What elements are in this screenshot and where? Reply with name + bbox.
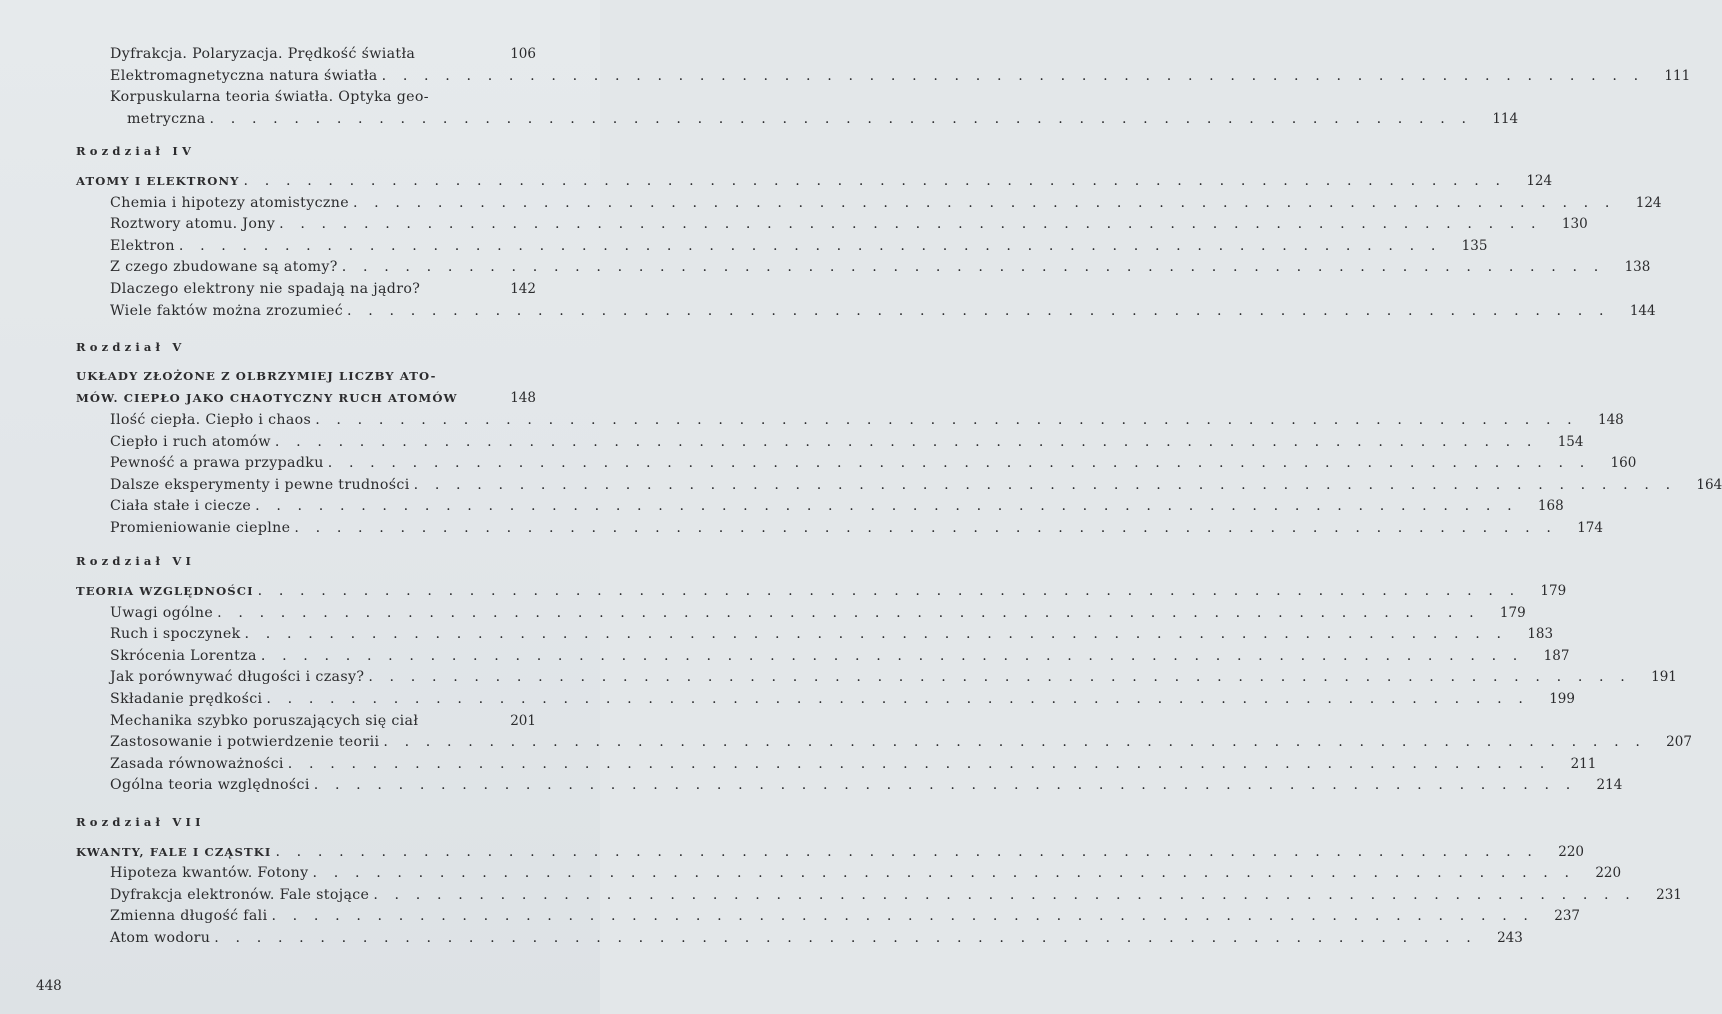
toc-entry-text: Ciała stałe i ciecze [110,498,252,515]
page-ref: 144 [1629,302,1656,319]
toc-entry-text: Atom wodoru [110,929,211,946]
page-ref: 187 [1543,647,1570,664]
toc-entry-text: Roztwory atomu. Jony [110,216,276,233]
toc-entry [76,455,1637,477]
toc-entry [76,89,536,111]
toc-entry [76,411,1624,434]
dot-leader: . . . . . . . . . . . . . . . . . . . . . . . . . . . . . . . . . . . . . . . . . . . . . . . . . . . . . . . . . . . . [275,843,1539,860]
dot-leader: . . . . . . . . . . . . . . . . . . . . . . . . . . . . . . . . . . . . . . . . . . . . . . . . . . . . . . . . . . . . [178,237,1442,254]
toc-entry [76,194,1662,217]
toc-entry [76,433,1584,456]
dot-leader: . . . . . . . . . . . . . . . . . . . . . . . . . . . . . . . . . . . . . . . . . . . . . . . . . . . . . . . . . . . . [313,777,1577,794]
toc-entry-text: Dlaczego elektrony nie spadają na jądro? [110,280,421,297]
page-ref: 237 [1554,908,1581,925]
toc-entry-text: Zasada równoważności [110,755,284,772]
toc-entry [76,713,536,735]
toc-entry-text: Z czego zbudowane są atomy? [110,259,338,276]
page-ref: 214 [1596,777,1623,794]
page-ref: 174 [1577,519,1603,536]
page-ref: 148 [1598,411,1624,428]
dot-leader: . . . . . . . . . . . . . . . . . . . . . . . . . . . . . . . . . . . . . . . . . . . . . . . . . . . . . . . . . . . . [381,67,1645,84]
toc-entry-text: Zastosowanie i potwierdzenie teorii [110,734,380,751]
toc-entry-text: Hipoteza kwantów. Fotony [110,865,309,882]
toc-entry-text: Elektromagnetyczna natura światła [110,67,378,84]
toc-entry-text: Skrócenia Lorentza [110,647,257,664]
table-of-contents [76,46,1722,952]
toc-entry-text: Dyfrakcja. Polaryzacja. Prędkość światła [110,46,416,62]
toc-entry [76,302,1656,325]
chapter-label: Rozdział IV [76,144,196,159]
dot-leader: . . . . . . . . . . . . . . . . . . . . . . . . . . . . . . . . . . . . . . . . . . . . . . . . . . . . . . . . . . . . [274,433,1538,450]
dot-leader: . . . . . . . . . . . . . . . . . . . . . . . . . . . . . . . . . . . . . . . . . . . . . . . . . . . . . . . . . . . . [209,110,1473,127]
toc-entry-text: Korpuskularna teoria światła. Optyka geo- [110,89,429,106]
toc-entry-continuation-text: metryczna [127,110,206,127]
dot-leader: . . . . . . . . . . . . . . . . . . . . . . . . . . . . . . . . . . . . . . . . . . . . . . . . . . . . . . . . . . . . [368,669,1631,686]
dot-leader: . . . . . . . . . . . . . . . . . . . . . . . . . . . . . . . . . . . . . . . . . . . . . . . . . . . . . . . . . . . . [271,908,1535,925]
page-ref: 179 [1540,583,1567,600]
toc-entry-text: Dalsze eksperymenty i pewne trudności [110,476,410,493]
page-ref: 168 [1537,498,1564,515]
toc-entry-text: Pewność a prawa przypadku [110,455,324,472]
toc-entry [76,259,1651,281]
dot-leader: . . . . . . . . . . . . . . . . . . . . . . . . . . . . . . . . . . . . . . . . . . . . . . . . . . . . . . . . . . . . [260,647,1524,664]
dot-leader: . . . . . . . . . . . . . . . . . . . . . . . . . . . . . . . . . . . . . . . . . . . . . . . . . . . . . . . . . . . . [255,498,1518,515]
toc-entry [76,519,1603,542]
toc-entry-text: Elektron [110,237,175,254]
page-ref: 191 [1651,669,1677,686]
dot-leader: . . . . . . . . . . . . . . . . . . . . . . . . . . . . . . . . . . . . . . . . . . . . . . . . . . . . . . . . . . . . [373,886,1636,903]
toc-entry-text: Ciepło i ruch atomów [110,433,271,450]
dot-leader: . . . . . . . . . . . . . . . . . . . . . . . . . . . . . . . . . . . . . . . . . . . . . . . . . . . . . . . . . . . . [347,302,1610,319]
toc-entry [76,647,1570,670]
chapter-title [76,583,1567,605]
page-ref: 201 [510,712,536,729]
chapter-label: Rozdział V [76,340,186,355]
toc-entry-text: Chemia i hipotezy atomistyczne [110,194,349,211]
toc-entry-text: Uwagi ogólne [110,604,214,621]
toc-entry [76,777,1623,799]
page-ref: 207 [1666,734,1692,751]
toc-entry-text: Ilość ciepła. Ciepło i chaos [110,411,312,428]
dot-leader: . . . . . . . . . . . . . . . . . . . . . . . . . . . . . . . . . . . . . . . . . . . . . . . . . . . . . . . . . . . . [315,411,1578,428]
page-ref: 130 [1561,216,1588,233]
dot-leader: . . . . . . . . . . . . . . . . . . . . . . . . . . . . . . . . . . . . . . . . . . . . . . . . . . . . . . . . . . . . [413,476,1677,493]
toc-entry-continuation [76,110,1519,133]
toc-entry [76,281,536,303]
chapter-title [76,843,1585,866]
dot-leader: . . . . . . . . . . . . . . . . . . . . . . . . . . . . . . . . . . . . . . . . . . . . . . . . . . . . . . . . . . . . [244,626,1508,643]
toc-entry [76,691,1575,713]
dot-leader: . . . . . . . . . . . . . . . . . . . . . . . . . . . . . . . . . . . . . . . . . . . . . . . . . . . . . . . . . . . . [279,216,1542,233]
page-ref: 183 [1527,626,1554,643]
toc-entry [76,476,1722,499]
toc-entry-text: Ogólna teoria względności [110,777,310,794]
toc-entry [76,865,1622,887]
toc-entry-text: Mechanika szybko poruszających się ciał [110,712,419,729]
toc-entry [76,669,1677,691]
page-ref: 199 [1549,691,1575,708]
chapter-title-text: MÓW. CIEPŁO JAKO CHAOTYCZNY RUCH ATOMÓW [76,391,458,406]
chapter-title [76,390,536,412]
toc-entry-text: Zmienna długość fali [110,908,268,925]
page-ref: 111 [1664,67,1691,84]
dot-leader: . . . . . . . . . . . . . . . . . . . . . . . . . . . . . . . . . . . . . . . . . . . . . . . . . . . . . . . . . . . . [243,172,1507,189]
chapter-title [76,172,1553,195]
toc-entry [76,908,1581,930]
page-ref: 179 [1499,604,1526,621]
toc-entry [76,498,1564,520]
page-ref: 211 [1570,755,1597,772]
page-ref: 154 [1557,433,1584,450]
chapter-title-text: KWANTY, FALE I CZĄSTKI [76,844,272,859]
toc-entry-text: Składanie prędkości [110,691,263,708]
toc-entry-text: Promieniowanie cieplne [110,519,291,536]
toc-entry [76,216,1588,238]
toc-entry [76,237,1488,260]
chapter-label: Rozdział VI [76,554,196,569]
dot-leader: . . . . . . . . . . . . . . . . . . . . . . . . . . . . . . . . . . . . . . . . . . . . . . . . . . . . . . . . . . . . [266,691,1529,708]
chapter-title-text: TEORIA WZGLĘDNOŚCI [76,584,254,599]
page-ref: 243 [1497,929,1523,946]
page-ref: 142 [510,280,536,297]
page-ref: 220 [1595,865,1622,882]
dot-leader: . . . . . . . . . . . . . . . . . . . . . . . . . . . . . . . . . . . . . . . . . . . . . . . . . . . . . . . . . . . . [352,194,1616,211]
dot-leader: . . . . . . . . . . . . . . . . . . . . . . . . . . . . . . . . . . . . . . . . . . . . . . . . . . . . . . . . . . . . [312,865,1576,882]
page-ref: 138 [1624,259,1651,276]
dot-leader: . . . . . . . . . . . . . . . . . . . . . . . . . . . . . . . . . . . . . . . . . . . . . . . . . . . . . . . . . . . . [341,259,1605,276]
page-ref: 160 [1610,455,1637,472]
toc-entry [76,67,1691,90]
toc-entry [76,604,1526,627]
page-ref: 114 [1492,110,1519,127]
dot-leader: . . . . . . . . . . . . . . . . . . . . . . . . . . . . . . . . . . . . . . . . . . . . . . . . . . . . . . . . . . . . [287,755,1551,772]
toc-entry [76,734,1692,756]
page-ref: 124 [1635,194,1662,211]
toc-entry [76,755,1597,778]
chapter-title-text: ATOMY I ELEKTRONY [76,173,240,188]
page-ref: 148 [510,390,536,407]
dot-leader: . . . . . . . . . . . . . . . . . . . . . . . . . . . . . . . . . . . . . . . . . . . . . . . . . . . . . . . . . . . . [294,519,1557,536]
dot-leader: . . . . . . . . . . . . . . . . . . . . . . . . . . . . . . . . . . . . . . . . . . . . . . . . . . . . . . . . . . . . [383,734,1646,751]
page-number: 448 [36,978,62,994]
dot-leader: . . . . . . . . . . . . . . . . . . . . . . . . . . . . . . . . . . . . . . . . . . . . . . . . . . . . . . . . . . . . [214,929,1477,946]
toc-entry [76,929,1523,952]
toc-entry-text: Dyfrakcja elektronów. Fale stojące [110,886,370,903]
dot-leader: . . . . . . . . . . . . . . . . . . . . . . . . . . . . . . . . . . . . . . . . . . . . . . . . . . . . . . . . . . . . [257,583,1521,600]
toc-entry-text: Wiele faktów można zrozumieć [110,302,344,319]
dot-leader: . . . . . . . . . . . . . . . . . . . . . . . . . . . . . . . . . . . . . . . . . . . . . . . . . . . . . . . . . . . . [327,455,1591,472]
page-ref: 220 [1558,843,1585,860]
toc-entry [76,626,1554,648]
page-ref: 231 [1656,886,1682,903]
page-ref: 135 [1461,237,1488,254]
toc-entry [76,46,536,68]
toc-entry-text: Ruch i spoczynek [110,626,241,643]
page-ref: 164 [1696,476,1722,493]
page-ref: 106 [510,46,536,62]
toc-entry [76,886,1682,909]
dot-leader: . . . . . . . . . . . . . . . . . . . . . . . . . . . . . . . . . . . . . . . . . . . . . . . . . . . . . . . . . . . . [217,604,1480,621]
chapter-title [76,369,536,391]
chapter-title-text: UKŁADY ZŁOŻONE Z OLBRZYMIEJ LICZBY ATO- [76,368,437,383]
chapter-label: Rozdział VII [76,815,205,829]
page-ref: 124 [1526,172,1553,189]
toc-entry-text: Jak porównywać długości i czasy? [110,669,365,686]
